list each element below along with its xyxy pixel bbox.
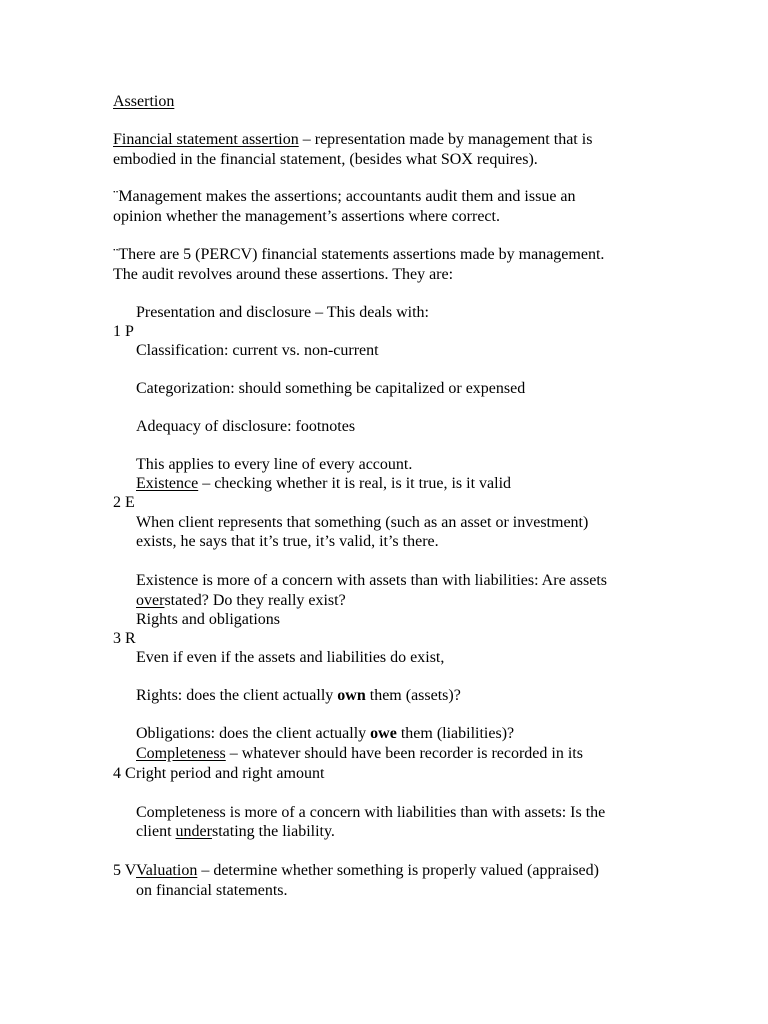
completeness-term: Completeness: [136, 745, 226, 762]
rights-prefix: Rights: does the client actually: [136, 687, 338, 704]
percv-paragraph-line-1: ¨There are 5 (PERCV) financial statements assertions made by management.: [113, 246, 605, 263]
overstated-emphasis: over: [136, 592, 165, 609]
completeness-heading-line-2: right period and right amount: [136, 765, 325, 782]
completeness-description: – whatever should have been recorder is recorded in its: [225, 745, 583, 762]
existence-paragraph-line-2: exists, he says that it’s true, it’s valid, it’s there.: [136, 533, 439, 550]
definition-line-1: [113, 130, 592, 149]
obligations-suffix: them (liabilities)?: [396, 725, 515, 742]
obligations-prefix: Obligations: does the client actually: [136, 725, 371, 742]
percv-paragraph-line-2: The audit revolves around these assertions. They are:: [113, 266, 454, 283]
management-paragraph-line-2: opinion whether the management’s assertions where correct.: [113, 208, 500, 225]
definition-line-2: embodied in the financial statement, (besides what SOX requires).: [113, 151, 538, 168]
completeness-concern-prefix: client: [136, 823, 176, 840]
completeness-heading: [136, 744, 583, 763]
rights-heading: Rights and obligations: [136, 611, 280, 628]
defined-term: Financial statement assertion: [113, 131, 299, 148]
rights-line: [136, 686, 461, 705]
section-marker-5: 5 V: [113, 862, 137, 879]
valuation-line-2: on financial statements.: [136, 882, 288, 899]
section-marker-3: 3 R: [113, 630, 136, 647]
existence-heading: [136, 474, 511, 493]
existence-concern-line-1: Existence is more of a concern with assets than with liabilities: Are assets: [136, 572, 607, 589]
categorization-item: Categorization: should something be capitalized or expensed: [136, 380, 526, 397]
section-marker-4: 4 C: [113, 765, 136, 782]
rights-intro: Even if even if the assets and liabilities do exist,: [136, 649, 445, 666]
rights-suffix: them (assets)?: [365, 687, 461, 704]
doc-title: Assertion: [113, 93, 175, 110]
management-paragraph-line-1: ¨Management makes the assertions; accountants audit them and issue an: [113, 188, 576, 205]
understating-emphasis: under: [175, 823, 212, 840]
section-marker-2: 2 E: [113, 494, 135, 511]
valuation-heading: [136, 861, 599, 880]
existence-paragraph-line-1: When client represents that something (such as an asset or investment): [136, 514, 589, 531]
valuation-description: – determine whether something is properly valued (appraised): [197, 862, 599, 879]
own-emphasis: own: [337, 687, 366, 704]
obligations-line: [136, 724, 514, 743]
existence-concern-rest: stated? Do they really exist?: [164, 592, 346, 609]
completeness-concern-rest: stating the liability.: [211, 823, 335, 840]
classification-item: Classification: current vs. non-current: [136, 342, 379, 359]
valuation-term: Valuation: [136, 862, 198, 879]
applies-note: This applies to every line of every account.: [136, 456, 413, 473]
owe-emphasis: owe: [370, 725, 397, 742]
existence-term: Existence: [136, 475, 199, 492]
section-marker-1: 1 P: [113, 323, 134, 340]
existence-concern-line-2: [136, 591, 346, 610]
completeness-concern-line-2: [136, 822, 335, 841]
existence-description: – checking whether it is real, is it true, is it valid: [198, 475, 512, 492]
disclosure-item: Adequacy of disclosure: footnotes: [136, 418, 356, 435]
definition-text: – representation made by management that is: [298, 131, 593, 148]
completeness-concern-line-1: Completeness is more of a concern with liabilities than with assets: Is the: [136, 804, 606, 821]
presentation-heading: Presentation and disclosure – This deals with:: [136, 304, 429, 321]
